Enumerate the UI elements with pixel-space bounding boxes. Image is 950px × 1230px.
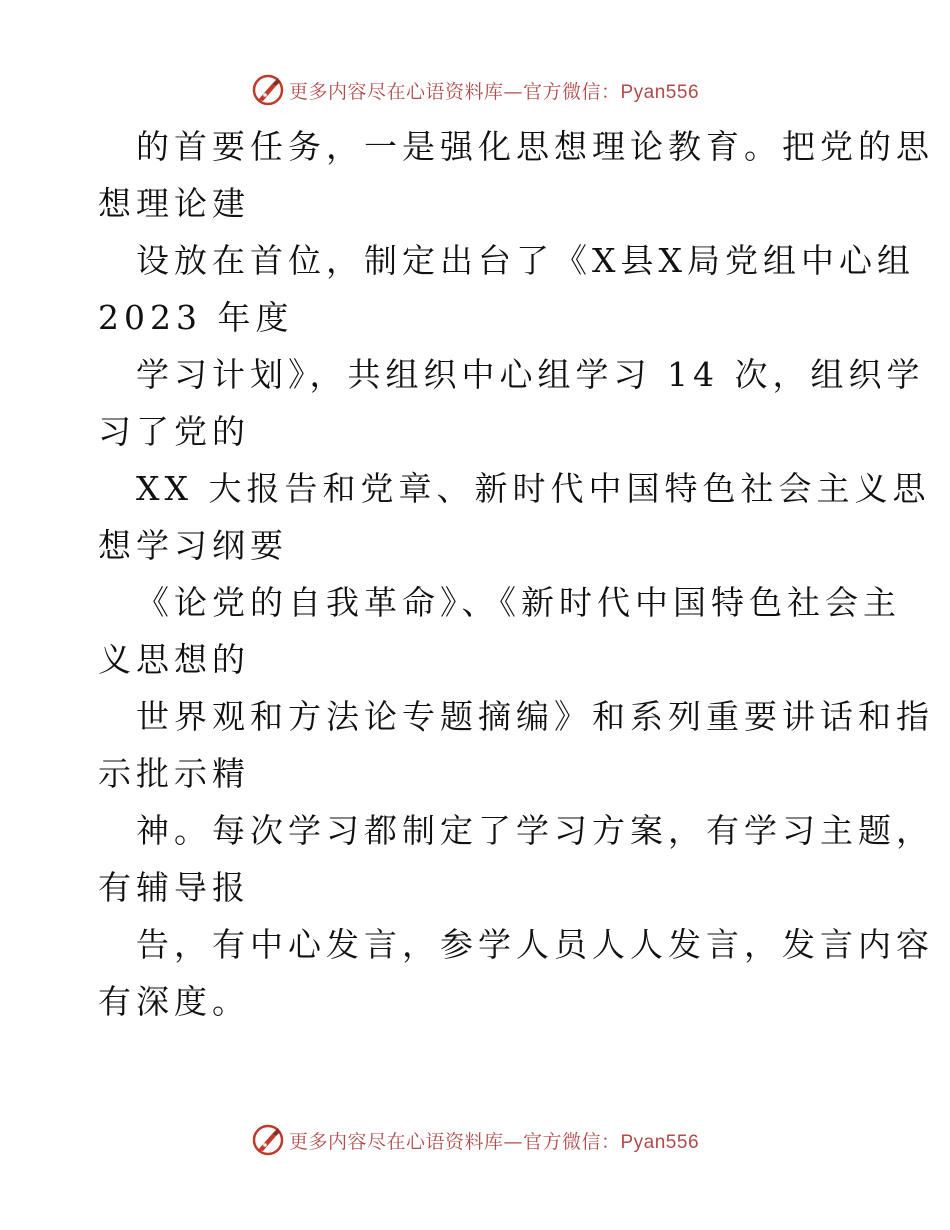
document-body <box>98 118 934 1030</box>
body-line: 义思想的 <box>98 640 250 679</box>
banner-title: 更多内容尽在心语资料库 <box>288 1130 504 1153</box>
body-line: 2023 年度 <box>98 298 294 337</box>
body-line: 想理论建 <box>98 184 250 223</box>
banner-separator: — <box>503 80 523 103</box>
body-line: 设放在首位，制定出台了《X县X局党组中心组 <box>136 241 915 280</box>
footer-banner <box>0 1120 950 1160</box>
body-line: 世界观和方法论专题摘编》和系列重要讲话和指 <box>136 697 934 736</box>
body-line: 想学习纲要 <box>98 526 288 565</box>
body-line: 的首要任务，一是强化思想理论教育。把党的思 <box>136 127 934 166</box>
pen-nib-logo-icon <box>251 73 285 107</box>
body-line: 《论党的自我革命》、《新时代中国特色社会主 <box>136 583 901 622</box>
body-line: 有深度。 <box>98 982 250 1021</box>
body-line: 神。每次学习都制定了学习方案，有学习主题， <box>136 811 934 850</box>
body-line: XX 大报告和党章、新时代中国特色社会主义思 <box>136 469 931 508</box>
body-line: 有辅导报 <box>98 868 250 907</box>
banner-contact: 官方微信：Pyan556 <box>523 1131 700 1153</box>
body-line: 习了党的 <box>98 412 250 451</box>
header-banner <box>0 70 950 110</box>
banner-title: 更多内容尽在心语资料库 <box>288 80 504 103</box>
banner-separator: — <box>503 1130 523 1153</box>
pen-nib-logo-icon <box>251 1123 285 1157</box>
body-line: 学习计划》，共组织中心组学习 14 次，组织学 <box>136 355 925 394</box>
body-line: 告，有中心发言，参学人员人人发言，发言内容 <box>136 925 934 964</box>
body-line: 示批示精 <box>98 754 250 793</box>
banner-contact: 官方微信：Pyan556 <box>523 81 700 103</box>
